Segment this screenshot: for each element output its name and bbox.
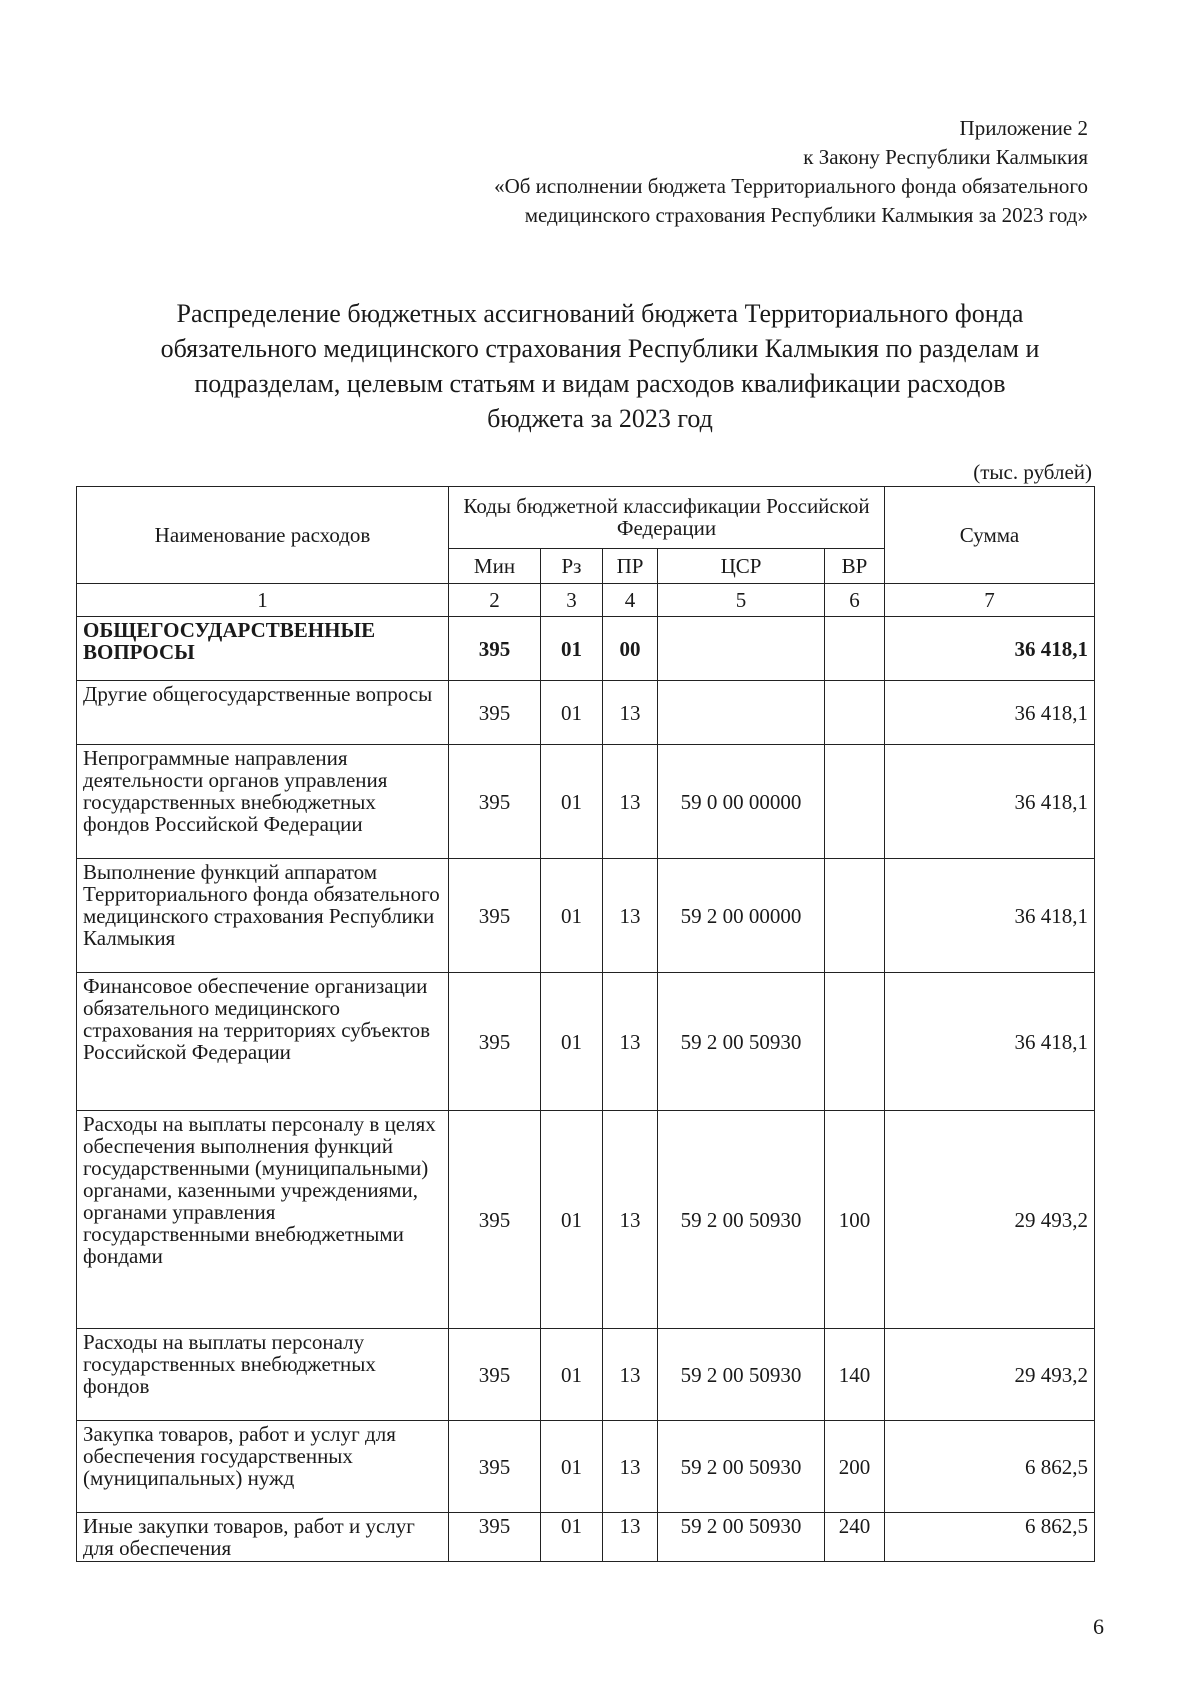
annex-line: медицинского страхования Республики Калмыкия за 2023 год»: [524, 203, 1088, 227]
row-vr: 140: [825, 1329, 885, 1421]
row-vr: [825, 859, 885, 973]
row-min: 395: [449, 973, 541, 1111]
row-rz: 01: [541, 1421, 603, 1513]
row-rz: 01: [541, 681, 603, 745]
table-row: [77, 745, 1095, 859]
row-min: 395: [449, 1513, 541, 1562]
annex-line: «Об исполнении бюджета Территориального фонда обязательного: [494, 174, 1088, 198]
header-min: Мин: [449, 548, 541, 583]
annex-line: Приложение 2: [959, 116, 1088, 140]
row-sum: 6 862,5: [885, 1513, 1095, 1562]
row-pr: 13: [603, 859, 658, 973]
header-vr: ВР: [825, 548, 885, 583]
table-row: [77, 617, 1095, 681]
row-name: Другие общегосударственные вопросы: [77, 681, 449, 745]
row-name: ОБЩЕГОСУДАРСТВЕННЫЕ ВОПРОСЫ: [77, 617, 449, 681]
title-line: бюджета за 2023 год: [487, 404, 713, 433]
column-number: 3: [541, 584, 603, 617]
row-rz: 01: [541, 1513, 603, 1562]
units-label: (тыс. рублей): [973, 460, 1092, 484]
row-csr: [658, 681, 825, 745]
title-line: обязательного медицинского страхования Республики Калмыкия по разделам и: [160, 334, 1040, 363]
table-row: [77, 1329, 1095, 1421]
row-min: 395: [449, 1111, 541, 1329]
header-rz: Рз: [541, 548, 603, 583]
row-rz: 01: [541, 745, 603, 859]
row-rz: 01: [541, 973, 603, 1111]
row-vr: [825, 681, 885, 745]
row-pr: 00: [603, 617, 658, 681]
header-pr: ПР: [603, 548, 658, 583]
row-sum: 29 493,2: [885, 1329, 1095, 1421]
title-line: Распределение бюджетных ассигнований бюджета Территориального фонда: [176, 299, 1024, 328]
row-pr: 13: [603, 681, 658, 745]
annex-block: [494, 114, 1088, 230]
header-name: Наименование расходов: [77, 487, 449, 584]
row-csr: 59 2 00 50930: [658, 1329, 825, 1421]
header-codes-group: Коды бюджетной классификации Российской Федерации: [449, 487, 885, 549]
row-min: 395: [449, 1421, 541, 1513]
row-vr: [825, 973, 885, 1111]
row-pr: 13: [603, 1329, 658, 1421]
row-vr: 200: [825, 1421, 885, 1513]
row-sum: 36 418,1: [885, 859, 1095, 973]
row-vr: 240: [825, 1513, 885, 1562]
row-vr: [825, 617, 885, 681]
budget-table: [76, 486, 1095, 1562]
row-pr: 13: [603, 1513, 658, 1562]
row-sum: 36 418,1: [885, 617, 1095, 681]
row-pr: 13: [603, 1421, 658, 1513]
table-row: [77, 1513, 1095, 1562]
header-csr: ЦСР: [658, 548, 825, 583]
column-number-row: [77, 584, 1095, 617]
column-number: 7: [885, 584, 1095, 617]
row-csr: 59 2 00 00000: [658, 859, 825, 973]
row-rz: 01: [541, 617, 603, 681]
column-number: 6: [825, 584, 885, 617]
page-number: 6: [1093, 1614, 1104, 1639]
row-sum: 6 862,5: [885, 1421, 1095, 1513]
row-csr: 59 0 00 00000: [658, 745, 825, 859]
row-min: 395: [449, 1329, 541, 1421]
row-csr: 59 2 00 50930: [658, 973, 825, 1111]
document-title: [110, 296, 1090, 436]
row-csr: 59 2 00 50930: [658, 1421, 825, 1513]
row-sum: 36 418,1: [885, 681, 1095, 745]
title-line: подразделам, целевым статьям и видам расходов квалификации расходов: [194, 369, 1006, 398]
row-vr: 100: [825, 1111, 885, 1329]
row-name: Иные закупки товаров, работ и услуг для обеспечения: [77, 1513, 449, 1562]
row-vr: [825, 745, 885, 859]
row-rz: 01: [541, 1111, 603, 1329]
table-row: [77, 681, 1095, 745]
row-csr: 59 2 00 50930: [658, 1513, 825, 1562]
row-pr: 13: [603, 745, 658, 859]
annex-line: к Закону Республики Калмыкия: [803, 145, 1088, 169]
row-rz: 01: [541, 859, 603, 973]
row-pr: 13: [603, 1111, 658, 1329]
row-sum: 36 418,1: [885, 745, 1095, 859]
column-number: 2: [449, 584, 541, 617]
table-row: [77, 1421, 1095, 1513]
row-sum: 29 493,2: [885, 1111, 1095, 1329]
column-number: 1: [77, 584, 449, 617]
row-min: 395: [449, 859, 541, 973]
row-csr: [658, 617, 825, 681]
header-sum: Сумма: [885, 487, 1095, 584]
table-row: [77, 859, 1095, 973]
row-name: Выполнение функций аппаратом Территориального фонда обязательного медицинского страхования Республики Калмыкия: [77, 859, 449, 973]
row-csr: 59 2 00 50930: [658, 1111, 825, 1329]
row-name: Непрограммные направления деятельности органов управления государственных внебюджетных фондов Российской Федерации: [77, 745, 449, 859]
row-min: 395: [449, 745, 541, 859]
row-rz: 01: [541, 1329, 603, 1421]
column-number: 4: [603, 584, 658, 617]
row-name: Расходы на выплаты персоналу в целях обеспечения выполнения функций государственными (муниципальными) органами, казенными учреждениями, органами управления государственными внебюджетными фондами: [77, 1111, 449, 1329]
row-name: Расходы на выплаты персоналу государственных внебюджетных фондов: [77, 1329, 449, 1421]
row-name: Закупка товаров, работ и услуг для обеспечения государственных (муниципальных) нужд: [77, 1421, 449, 1513]
row-name: Финансовое обеспечение организации обязательного медицинского страхования на территориях субъектов Российской Федерации: [77, 973, 449, 1111]
row-min: 395: [449, 681, 541, 745]
table-row: [77, 973, 1095, 1111]
row-sum: 36 418,1: [885, 973, 1095, 1111]
table-row: [77, 1111, 1095, 1329]
column-number: 5: [658, 584, 825, 617]
row-pr: 13: [603, 973, 658, 1111]
row-min: 395: [449, 617, 541, 681]
